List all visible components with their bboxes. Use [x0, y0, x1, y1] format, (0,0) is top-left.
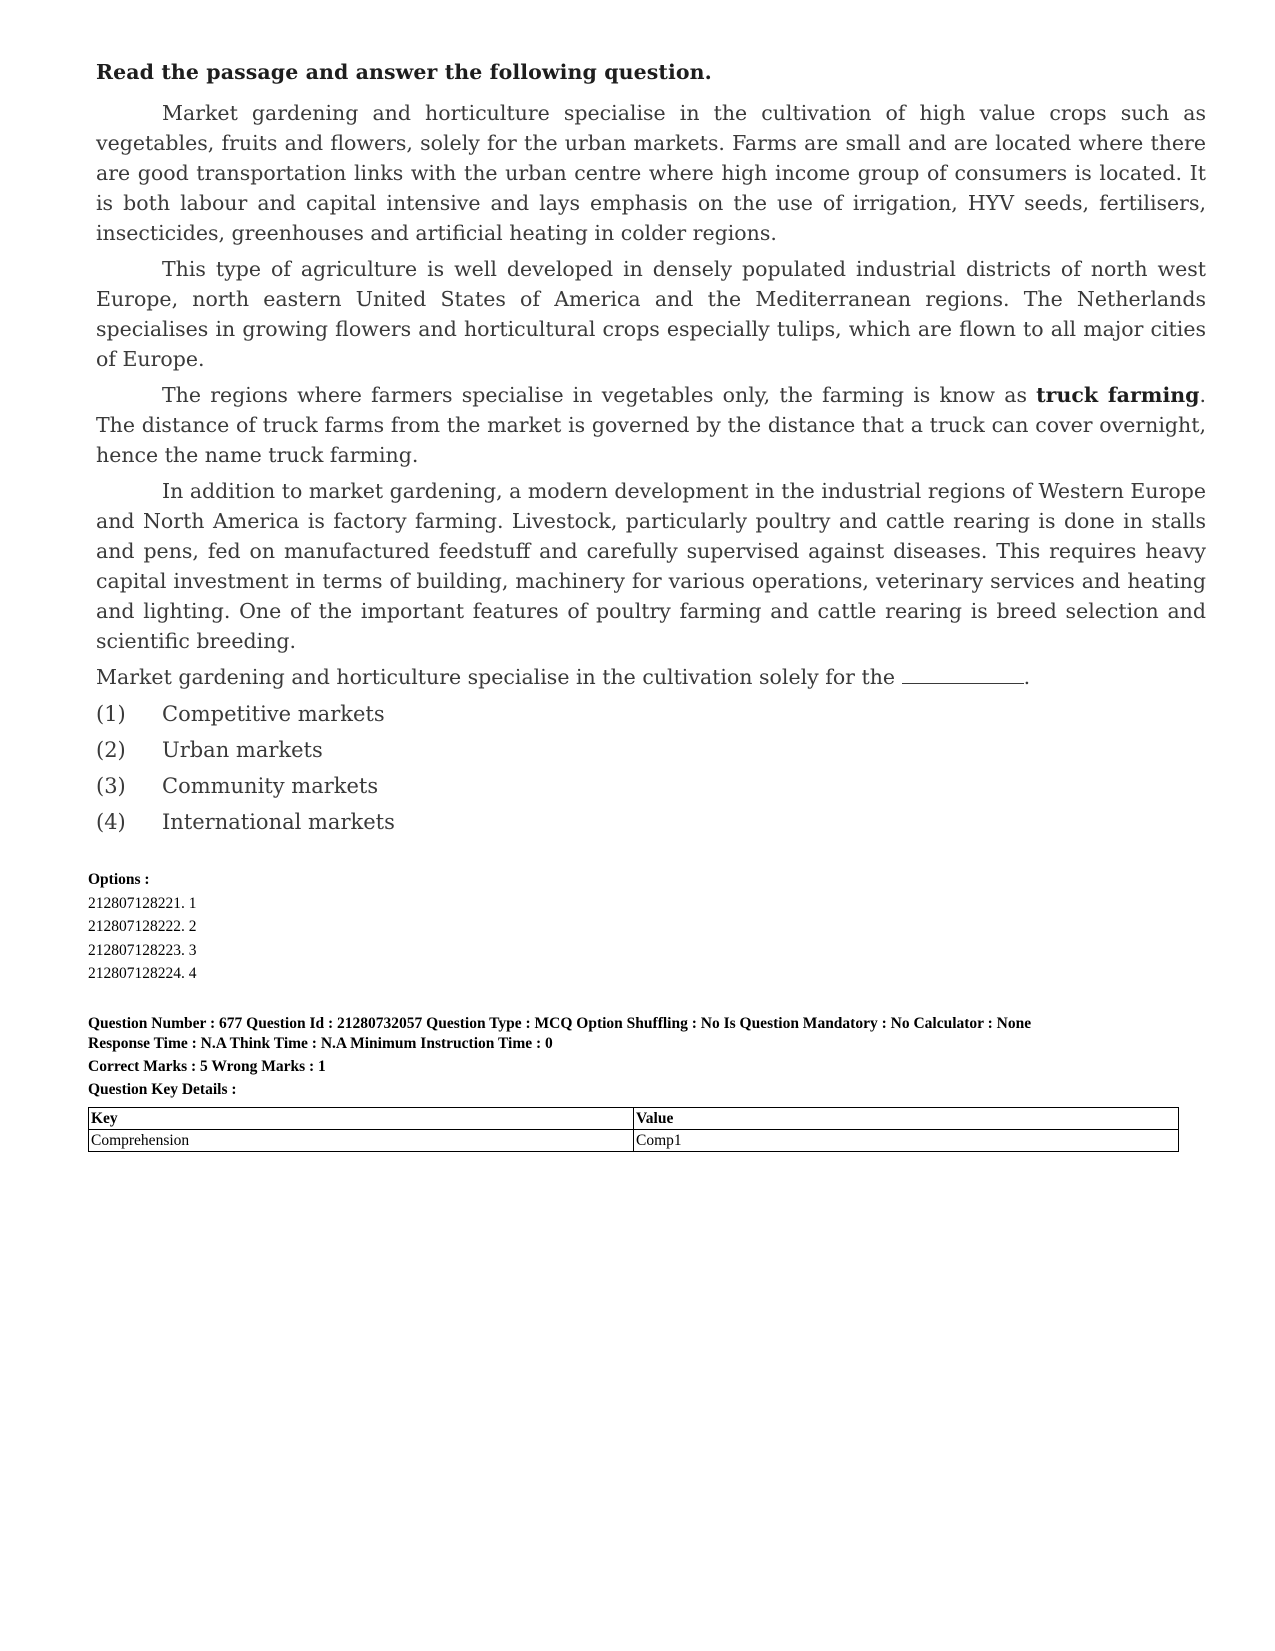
question-text	[96, 662, 1206, 692]
choice-text: Urban markets	[162, 738, 323, 762]
option-item: 212807128224. 4	[88, 965, 197, 982]
paragraph-3-text-end: . The distance of truck farms from the market is governed by the distance that a truck can cover overnight, hence the name truck farming.	[96, 383, 1206, 467]
key-details-label: Question Key Details :	[88, 1081, 237, 1098]
choice-text: International markets	[162, 810, 395, 834]
passage-paragraph-2: This type of agriculture is well developed in densely populated industrial districts of north west Europe, north eastern United States of America and the Mediterranean regions. The Netherlands specialises in growing flowers and horticultural crops especially tulips, which are flown to all major cities of Europe.	[96, 257, 1206, 371]
passage-heading: Read the passage and answer the following question.	[96, 60, 712, 84]
passage-image	[96, 60, 1206, 840]
table-cell-value: Comp1	[634, 1130, 1179, 1152]
table-row	[89, 1130, 1179, 1152]
choice-1	[96, 696, 1206, 732]
choice-text: Competitive markets	[162, 702, 385, 726]
passage-paragraph-4: In addition to market gardening, a modern development in the industrial regions of Western Europe and North America is factory farming. Livestock, particularly poultry and cattle rearing is done in stalls and pens, fed on manufactured feedstuff and carefully supervised against diseases. This requires heavy capital investment in terms of building, machinery for various operations, veterinary services and heating and lighting. One of the important features of poultry farming and cattle rearing is breed selection and scientific breeding.	[96, 479, 1206, 653]
passage-paragraph-1: Market gardening and horticulture specialise in the cultivation of high value crops such as vegetables, fruits and flowers, solely for the urban markets. Farms are small and are located where there are good transportation links with the urban centre where high income group of consumers is located. It is both labour and capital intensive and lays emphasis on the use of irrigation, HYV seeds, fertilisers, insecticides, greenhouses and artificial heating in colder regions.	[96, 101, 1206, 245]
question-metadata	[88, 1014, 1188, 1100]
marks-info-line: Correct Marks : 5 Wrong Marks : 1	[88, 1058, 326, 1075]
options-list	[88, 868, 197, 986]
choice-2	[96, 732, 1206, 768]
question-end: .	[1023, 665, 1031, 689]
truck-farming-term: truck farming	[1036, 383, 1200, 407]
question-stem: Market gardening and horticulture specialise in the cultivation solely for the	[96, 665, 896, 689]
choice-3	[96, 768, 1206, 804]
choice-number: (4)	[96, 810, 126, 834]
option-item: 212807128222. 2	[88, 918, 197, 935]
key-details-table	[88, 1107, 1179, 1152]
table-header-value: Value	[634, 1108, 1179, 1130]
choice-text: Community markets	[162, 774, 379, 798]
passage-paragraph-3	[96, 380, 1206, 470]
option-item: 212807128221. 1	[88, 894, 197, 912]
table-header-key: Key	[89, 1108, 634, 1130]
options-label: Options :	[88, 871, 150, 888]
timing-info-line: Response Time : N.A Think Time : N.A Minimum Instruction Time : 0	[88, 1035, 553, 1052]
paragraph-3-text-start: The regions where farmers specialise in vegetables only, the farming is know as	[162, 383, 1037, 407]
choice-number: (3)	[96, 774, 126, 798]
choice-4	[96, 804, 1206, 840]
question-info-line: Question Number : 677 Question Id : 21280732057 Question Type : MCQ Option Shuffling : No Is Question Mandatory : No Calculator : None	[88, 1015, 1032, 1032]
answer-blank	[902, 665, 1024, 684]
table-header-row	[89, 1108, 1179, 1130]
table-cell-key: Comprehension	[89, 1130, 634, 1152]
option-item: 212807128223. 3	[88, 941, 197, 959]
choice-number: (1)	[96, 702, 126, 726]
choice-number: (2)	[96, 738, 126, 762]
